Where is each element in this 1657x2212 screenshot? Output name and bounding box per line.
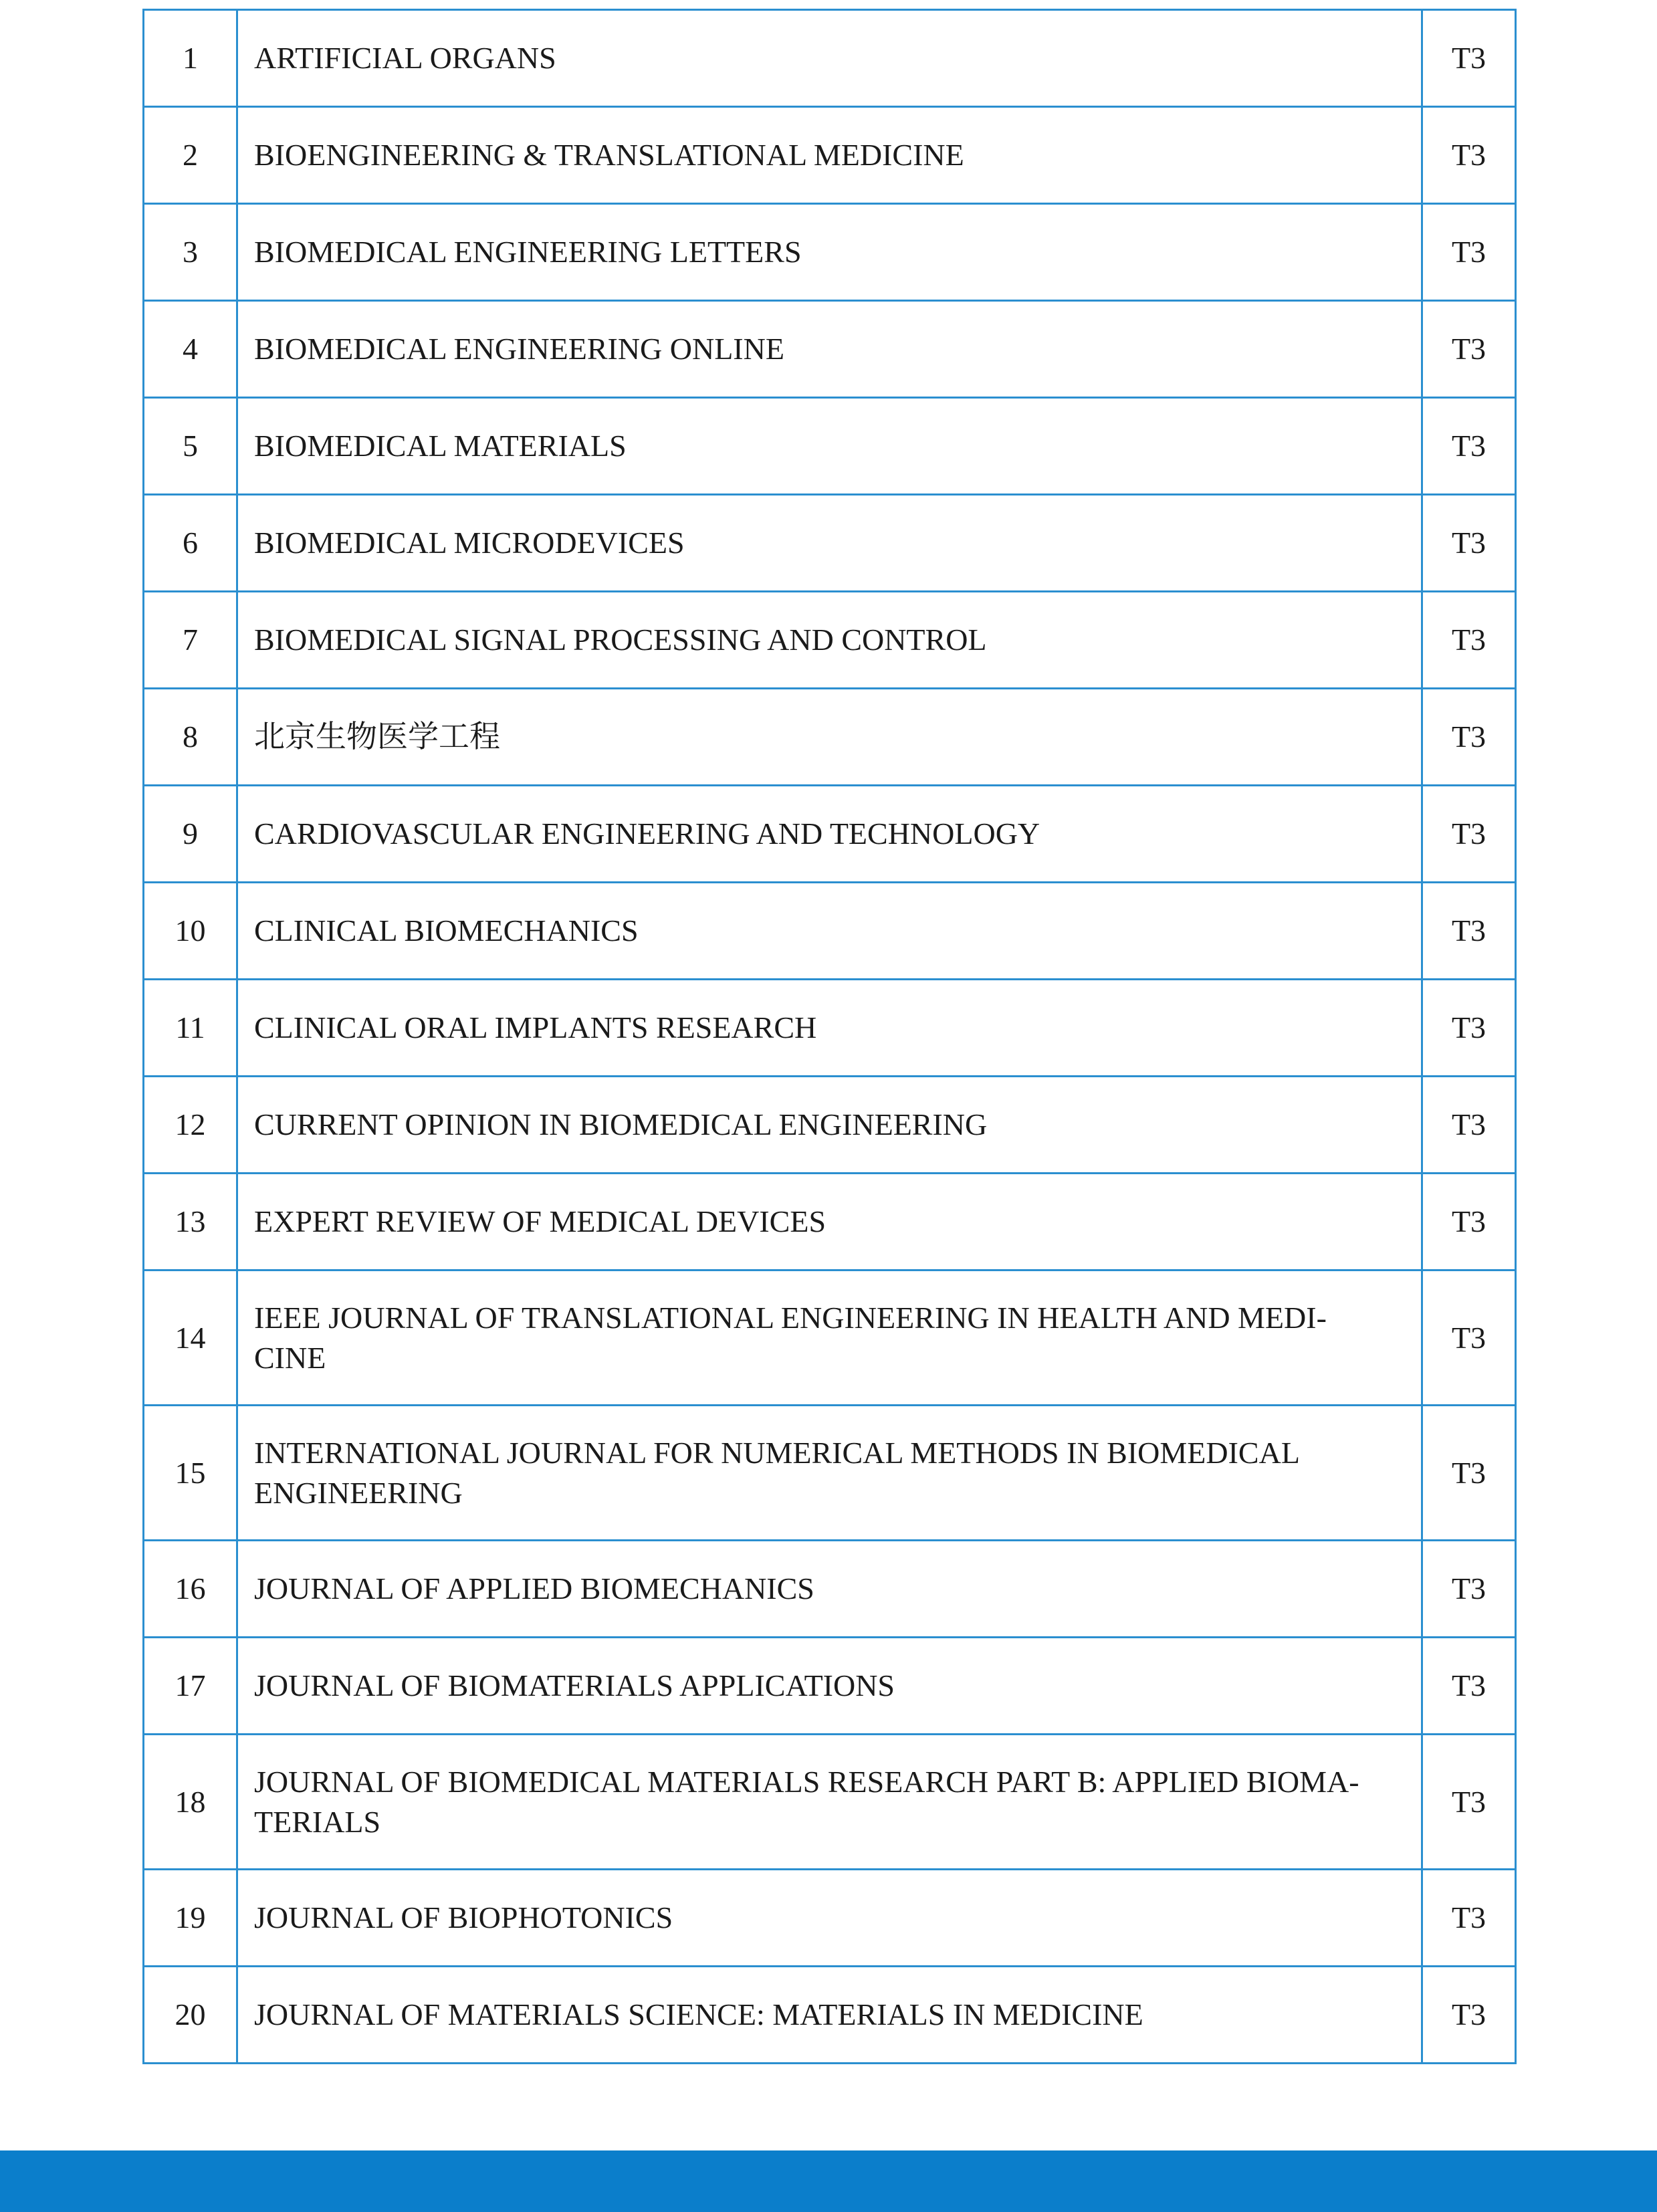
tier-level: T3 [1422,1870,1516,1967]
journal-title: JOURNAL OF BIOPHOTONICS [237,1870,1422,1967]
tier-level: T3 [1422,786,1516,883]
row-number: 17 [144,1638,237,1735]
row-number: 10 [144,883,237,980]
table-row [144,1541,1516,1638]
tier-level: T3 [1422,1077,1516,1174]
table-row [144,592,1516,689]
journal-title: ARTIFICIAL ORGANS [237,10,1422,107]
row-number: 2 [144,107,237,204]
tier-level: T3 [1422,1735,1516,1870]
table-row [144,786,1516,883]
row-number: 4 [144,301,237,398]
tier-level: T3 [1422,107,1516,204]
journal-title: CLINICAL BIOMECHANICS [237,883,1422,980]
table-row [144,1870,1516,1967]
journal-title: JOURNAL OF BIOMATERIALS APPLICATIONS [237,1638,1422,1735]
table-row [144,301,1516,398]
row-number: 8 [144,689,237,786]
row-number: 1 [144,10,237,107]
row-number: 18 [144,1735,237,1870]
tier-level: T3 [1422,301,1516,398]
table-row [144,689,1516,786]
table-row [144,398,1516,495]
tier-level: T3 [1422,495,1516,592]
journal-title: BIOENGINEERING & TRANSLATIONAL MEDICINE [237,107,1422,204]
table-row [144,1406,1516,1541]
journal-title: EXPERT REVIEW OF MEDICAL DEVICES [237,1174,1422,1270]
journal-title: 北京生物医学工程 [237,689,1422,786]
row-number: 14 [144,1270,237,1406]
tier-level: T3 [1422,980,1516,1077]
journal-title: JOURNAL OF BIOMEDICAL MATERIALS RESEARCH PART B: APPLIED BIOMA- TERIALS [237,1735,1422,1870]
table-row [144,1967,1516,2064]
table-row [144,1174,1516,1270]
journal-table-body [144,10,1516,2064]
row-number: 12 [144,1077,237,1174]
tier-level: T3 [1422,1638,1516,1735]
journal-title: BIOMEDICAL SIGNAL PROCESSING AND CONTROL [237,592,1422,689]
journal-title: JOURNAL OF APPLIED BIOMECHANICS [237,1541,1422,1638]
journal-title: BIOMEDICAL MICRODEVICES [237,495,1422,592]
tier-level: T3 [1422,1541,1516,1638]
table-row [144,1270,1516,1406]
tier-level: T3 [1422,1174,1516,1270]
journal-title: CARDIOVASCULAR ENGINEERING AND TECHNOLOGY [237,786,1422,883]
row-number: 7 [144,592,237,689]
journal-table [142,9,1517,2064]
tier-level: T3 [1422,204,1516,301]
tier-level: T3 [1422,398,1516,495]
row-number: 3 [144,204,237,301]
row-number: 15 [144,1406,237,1541]
table-row [144,1735,1516,1870]
tier-level: T3 [1422,1406,1516,1541]
table-row [144,1077,1516,1174]
tier-level: T3 [1422,1270,1516,1406]
row-number: 6 [144,495,237,592]
row-number: 19 [144,1870,237,1967]
tier-level: T3 [1422,10,1516,107]
table-row [144,883,1516,980]
journal-title: INTERNATIONAL JOURNAL FOR NUMERICAL METHODS IN BIOMEDICAL ENGINEERING [237,1406,1422,1541]
tier-level: T3 [1422,592,1516,689]
journal-title: IEEE JOURNAL OF TRANSLATIONAL ENGINEERING IN HEALTH AND MEDI- CINE [237,1270,1422,1406]
row-number: 11 [144,980,237,1077]
journal-title: BIOMEDICAL ENGINEERING ONLINE [237,301,1422,398]
journal-title: CLINICAL ORAL IMPLANTS RESEARCH [237,980,1422,1077]
tier-level: T3 [1422,883,1516,980]
tier-level: T3 [1422,689,1516,786]
table-row [144,10,1516,107]
table-row [144,107,1516,204]
table-row [144,980,1516,1077]
row-number: 13 [144,1174,237,1270]
table-row [144,1638,1516,1735]
row-number: 5 [144,398,237,495]
footer-bar [0,2150,1657,2212]
tier-level: T3 [1422,1967,1516,2064]
table-row [144,495,1516,592]
table-row [144,204,1516,301]
journal-title: CURRENT OPINION IN BIOMEDICAL ENGINEERING [237,1077,1422,1174]
journal-title: JOURNAL OF MATERIALS SCIENCE: MATERIALS IN MEDICINE [237,1967,1422,2064]
row-number: 16 [144,1541,237,1638]
row-number: 20 [144,1967,237,2064]
journal-title: BIOMEDICAL MATERIALS [237,398,1422,495]
journal-title: BIOMEDICAL ENGINEERING LETTERS [237,204,1422,301]
row-number: 9 [144,786,237,883]
